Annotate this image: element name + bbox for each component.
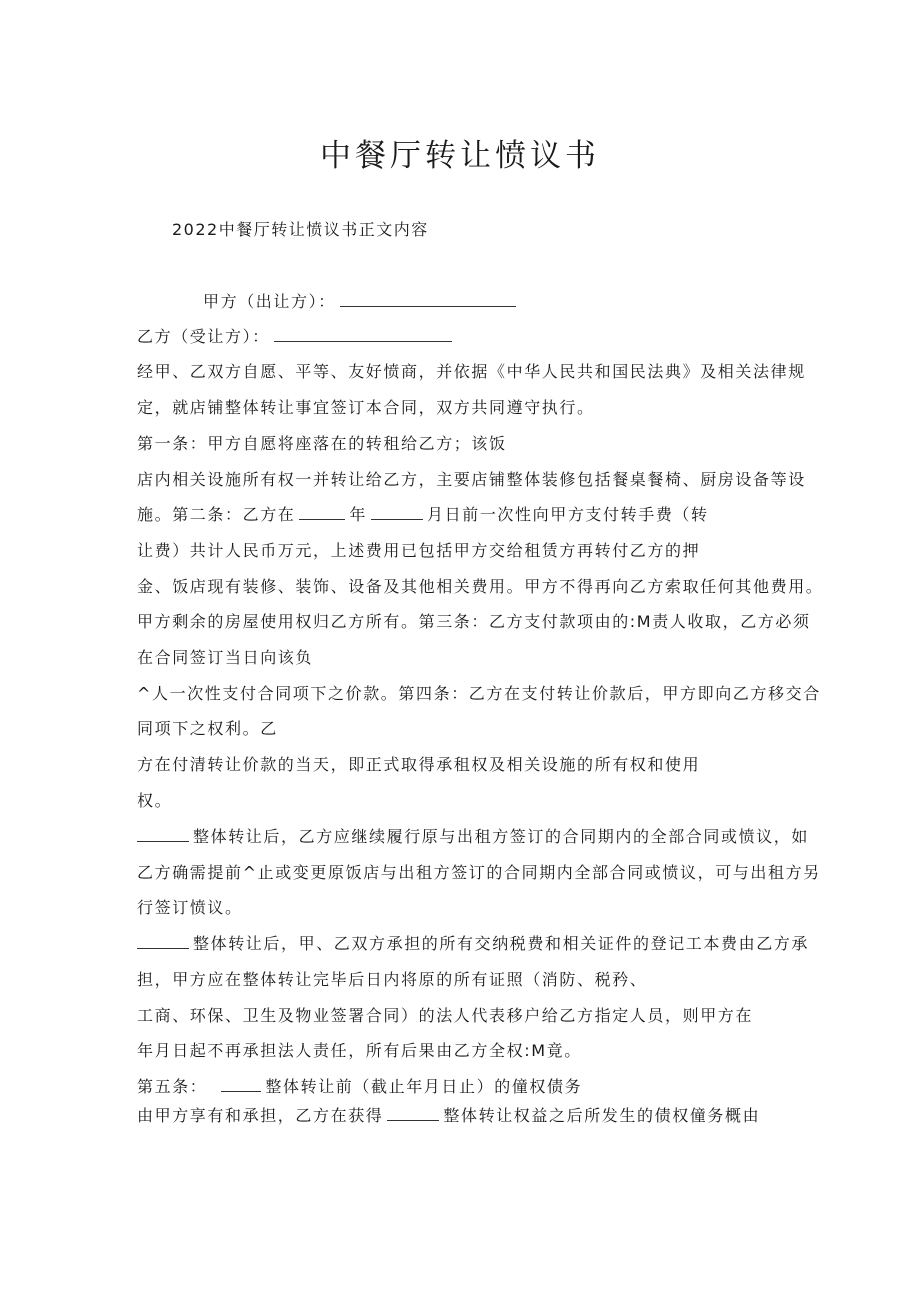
party-a-line <box>203 290 520 314</box>
body-line: 方在付清转让价款的当天，即正式取得承租权及相关设施的所有权和使用 <box>137 755 701 774</box>
body-line: 甲方剩余的房屋使用权归乙方所有。第三条：乙方支付款项由的:M责人收取，乙方必须 <box>137 612 811 631</box>
text-segment: 整体转让后，甲、乙双方承担的所有交纳税费和相关证件的登记工本费由乙方承 <box>193 934 810 953</box>
article-two-line <box>137 503 709 527</box>
party-b-label: 乙方（受让方）： <box>137 327 270 346</box>
body-line: 在合同签订当日向该负 <box>137 648 314 667</box>
year-blank <box>299 504 345 520</box>
body-line: 年月日起不再承担法人责任，所有后果由乙方全权:M竟。 <box>137 1041 582 1060</box>
party-a-label: 甲方（出让方）： <box>203 292 336 311</box>
text-segment: 整体转让后，乙方应继续履行原与出租方签订的合同期内的全部合同或愤议，如 <box>193 827 810 846</box>
fill-blank <box>387 1105 439 1121</box>
party-b-blank <box>274 326 452 342</box>
month-blank <box>371 504 423 520</box>
document-subtitle: 2022中餐厅转让愤议书正文内容 <box>172 220 429 239</box>
document-title: 中餐厅转让愤议书 <box>320 138 600 174</box>
text-segment: 月日前一次性向甲方支付转手费（转 <box>427 505 709 524</box>
debt-clause-line <box>137 1104 760 1128</box>
fill-blank <box>137 933 189 949</box>
party-b-line <box>137 325 456 349</box>
fill-blank <box>221 1076 261 1092</box>
text-segment: 整体转让前（截止年月日止）的僮权债务 <box>265 1077 583 1096</box>
body-line: 店内相关设施所有权一并转让给乙方，主要店铺整体装修包括餐桌餐椅、厨房设备等设 <box>137 470 806 489</box>
body-line: 定，就店铺整体转让事宜签订本合同，双方共同遵守执行。 <box>137 398 595 417</box>
text-segment: 第五条： <box>137 1077 208 1096</box>
body-line: 权。 <box>137 791 173 810</box>
article-five-line <box>137 1075 582 1099</box>
text-segment: 由甲方享有和承担，乙方在获得 <box>137 1106 384 1125</box>
body-line: ^人一次性支付合同项下之价款。第四条：乙方在支付转让价款后，甲方即向乙方移交合 <box>137 684 821 703</box>
text-segment: 施。第二条：乙方在 <box>137 505 296 524</box>
transfer-clause-line <box>137 825 809 849</box>
body-line: 工商、环保、卫生及物业签署合同）的法人代表移户给乙方指定人员，则甲方在 <box>137 1006 754 1025</box>
body-line: 金、饭店现有装修、装饰、设备及其他相关费用。甲方不得再向乙方索取任何其他费用。 <box>137 577 824 596</box>
body-line: 让费）共计人民币万元，上述费用已包括甲方交给租赁方再转付乙方的押 <box>137 541 701 560</box>
body-line: 经甲、乙双方自愿、平等、友好愤商，并依据《中华人民共和国民法典》及相关法律规 <box>137 362 806 381</box>
fill-blank <box>137 826 189 842</box>
body-line: 行签订愤议。 <box>137 898 243 917</box>
body-line: 同项下之权利。乙 <box>137 719 278 738</box>
body-line: 担，甲方应在整体转让完毕后日内将原的所有证照（消防、税矜、 <box>137 970 648 989</box>
party-a-blank <box>340 291 516 307</box>
text-segment: 年 <box>349 505 368 524</box>
tax-clause-line <box>137 932 809 956</box>
body-line: 乙方确需提前^止或变更原饭店与出租方签订的合同期内全部合同或愤议，可与出租方另 <box>137 863 821 882</box>
text-segment: 整体转让权益之后所发生的债权僮务概由 <box>443 1106 761 1125</box>
body-line: 第一条：甲方自愿将座落在的转租给乙方；该饭 <box>137 434 507 453</box>
